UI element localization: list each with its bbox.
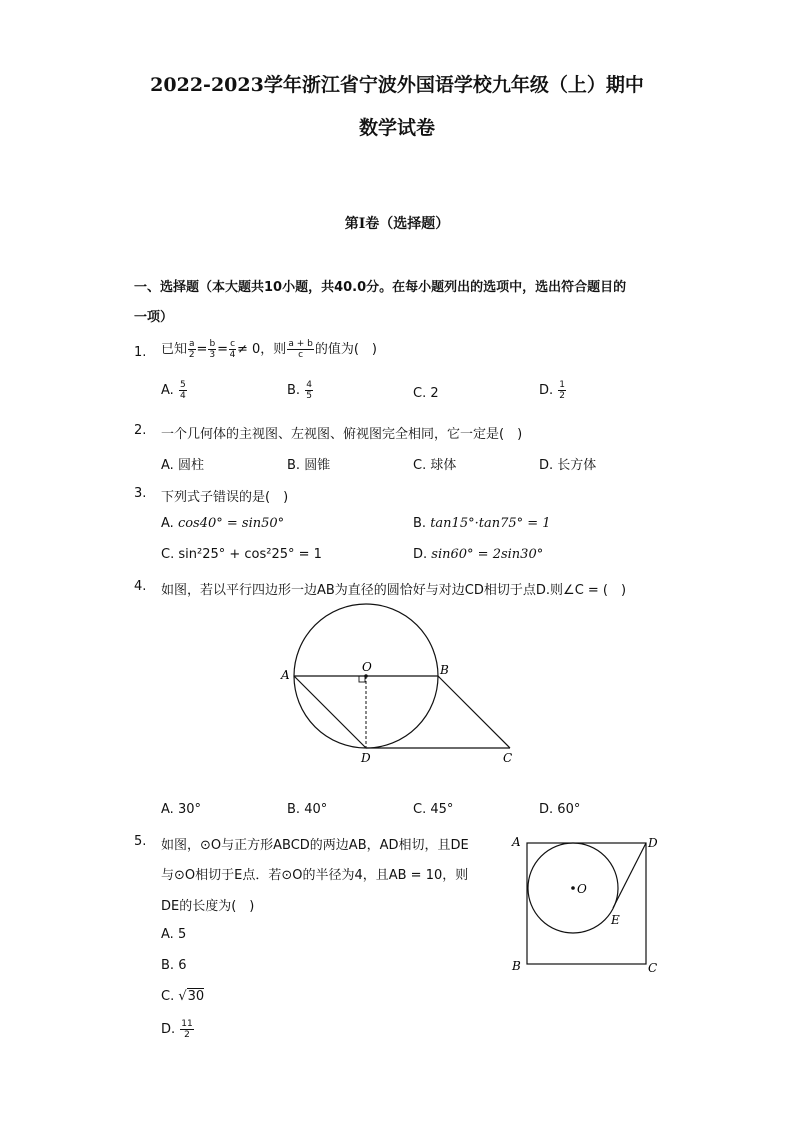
question-5-figure xyxy=(505,830,665,980)
question-3-stem: 下列式子错误的是( ) xyxy=(161,490,289,505)
q2-option-c: C. 球体 xyxy=(413,458,457,473)
q4-label-o: O xyxy=(362,660,372,674)
q1-frac-d: $\frac{a + b}{c}$ xyxy=(288,339,313,360)
q5-option-d: D. $\frac{11}{2}$ xyxy=(161,1019,193,1040)
q2-option-b: B. 圆锥 xyxy=(287,458,331,473)
q4-label-a: A xyxy=(281,668,290,682)
q1-option-d: D. $\frac{1}{2}$ xyxy=(539,380,566,401)
q5-label-b: B xyxy=(512,959,521,973)
q1-frac-a: $\frac{a}{2}$ xyxy=(188,339,195,360)
q3-option-c: C. sin²25° + cos²25° = 1 xyxy=(161,547,322,562)
q1-neq: ≠ 0，则 xyxy=(237,342,287,357)
question-2-stem: 一个几何体的主视图、左视图、俯视图完全相同，它一定是( ) xyxy=(161,427,523,442)
question-1-number: 1. xyxy=(134,345,147,360)
q2-option-d: D. 长方体 xyxy=(539,458,597,473)
part-heading-line1: 一、选择题（本大题共10小题，共40.0分。在每小题列出的选项中，选出符合题目的 xyxy=(134,280,627,295)
q2-option-a: A. 圆柱 xyxy=(161,458,204,473)
q4-segment-bc xyxy=(438,676,510,748)
document-title-line2: 数学试卷 xyxy=(358,117,435,139)
q4-option-c: C. 45° xyxy=(413,802,454,817)
q3-option-a: A. cos40° = sin50° xyxy=(161,516,285,531)
q5-label-d: D xyxy=(648,836,658,850)
q5-option-b: B. 6 xyxy=(161,958,187,973)
q1-frac-b: $\frac{b}{3}$ xyxy=(209,339,216,360)
q4-option-a: A. 30° xyxy=(161,802,201,817)
q1-eq1: = xyxy=(196,342,208,357)
q3-option-d: D. sin60° = 2sin30° xyxy=(413,547,544,562)
question-1-stem xyxy=(161,338,377,360)
q4-right-angle-mark xyxy=(359,676,365,682)
q5-tangent-de xyxy=(613,843,646,908)
q1-eq2: = xyxy=(217,342,229,357)
q1-option-b: B. $\frac{4}{5}$ xyxy=(287,380,312,401)
q4-label-b: B xyxy=(440,663,449,677)
q5-option-a: A. 5 xyxy=(161,927,187,942)
q5-square xyxy=(527,843,646,964)
q5-label-a: A xyxy=(512,835,521,849)
q5-label-c: C xyxy=(648,961,658,975)
q5-label-o: O xyxy=(577,882,587,896)
q4-label-c: C xyxy=(503,751,513,765)
q1-stem-suffix: 的值为( ) xyxy=(314,342,377,357)
q5-option-c: C. √30 xyxy=(161,989,205,1004)
question-4-stem: 如图，若以平行四边形一边AB为直径的圆恰好与对边CD相切于点D.则∠C = ( ) xyxy=(161,583,627,598)
q4-option-d: D. 60° xyxy=(539,802,581,817)
section-title: 第I卷（选择题） xyxy=(344,216,450,232)
question-5-stem-line1: 如图，⊙O与正方形ABCD的两边AB，AD相切，且DE xyxy=(161,838,469,853)
q5-label-e: E xyxy=(611,913,620,927)
q4-option-b: B. 40° xyxy=(287,802,328,817)
question-3-number: 3. xyxy=(134,486,147,501)
q5-center-point xyxy=(571,886,575,890)
q1-stem-prefix: 已知 xyxy=(161,342,188,357)
question-4-number: 4. xyxy=(134,579,147,594)
q4-segment-ad xyxy=(294,676,366,748)
part-heading-line2: 一项） xyxy=(134,310,174,325)
question-2-number: 2. xyxy=(134,423,147,438)
q4-label-d: D xyxy=(361,751,371,765)
question-4-figure xyxy=(270,595,530,770)
q3-option-b: B. tan15°·tan75° = 1 xyxy=(413,516,551,531)
q1-option-c: C. 2 xyxy=(413,386,439,401)
q4-center-point xyxy=(364,674,368,678)
question-5-stem-line3: DE的长度为( ) xyxy=(161,899,255,914)
question-5-stem-line2: 与⊙O相切于E点．若⊙O的半径为4，且AB = 10，则 xyxy=(161,868,469,883)
document-title-line1: 2022-2023学年浙江省宁波外国语学校九年级（上）期中 xyxy=(150,74,644,96)
question-5-number: 5. xyxy=(134,834,147,849)
q1-option-a: A. $\frac{5}{4}$ xyxy=(161,380,186,401)
q1-frac-c: $\frac{c}{4}$ xyxy=(229,339,236,360)
